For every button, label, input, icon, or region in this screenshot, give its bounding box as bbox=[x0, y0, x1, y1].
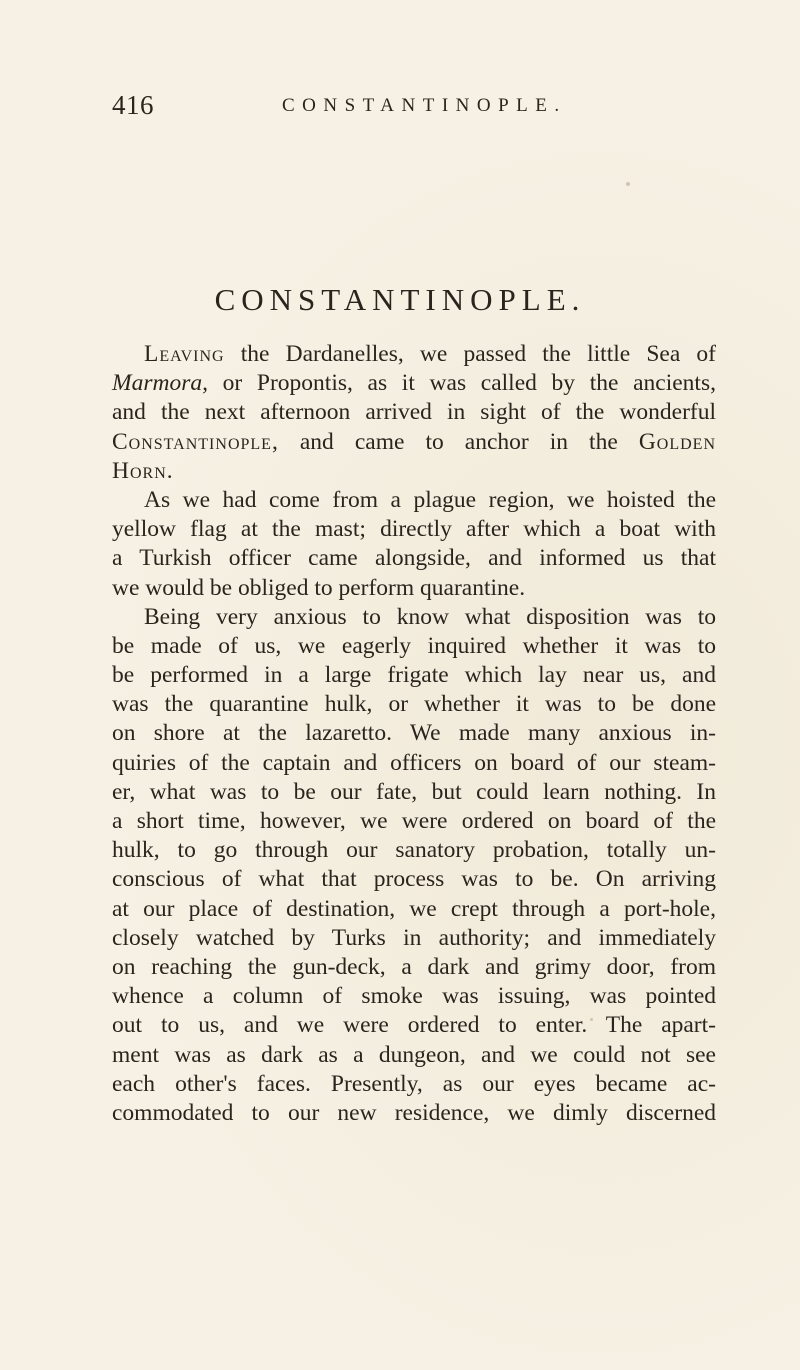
text-line: Being very anxious to know what disposition was to bbox=[144, 603, 716, 630]
text-line: whence a column of smoke was issuing, was pointed bbox=[112, 983, 716, 1010]
text-line: we would be obliged to perform quarantine. bbox=[112, 574, 526, 601]
text-span: the Dardanelles, we passed the little Sea of bbox=[224, 341, 716, 367]
text-line: quiries of the captain and officers on board of our steam- bbox=[112, 749, 716, 776]
text-line: closely watched by Turks in authority; and immediately bbox=[112, 924, 716, 951]
text-line: be made of us, we eagerly inquired whether it was to bbox=[112, 632, 716, 659]
text-line: and the next afternoon arrived in sight of the wonderful bbox=[112, 399, 716, 426]
text-line: a Turkish officer came alongside, and informed us that bbox=[112, 545, 716, 572]
text-line: conscious of what that process was to be. On arriving bbox=[112, 866, 716, 893]
text-span: and came to anchor in the bbox=[278, 428, 639, 455]
text-line: at our place of destination, we crept through a port-hole, bbox=[112, 895, 716, 922]
text-line: As we had come from a plague region, we hoisted the bbox=[144, 486, 716, 513]
text-span: or Propontis, as it was called by the ancients, bbox=[207, 370, 716, 397]
text-line bbox=[112, 369, 716, 398]
body-text bbox=[112, 340, 716, 1128]
italic-word: Marmora, bbox=[112, 370, 208, 397]
small-caps-word: Horn. bbox=[112, 457, 174, 484]
text-line: on reaching the gun-deck, a dark and grimy door, from bbox=[112, 953, 716, 980]
text-line bbox=[112, 428, 716, 457]
text-line: hulk, to go through our sanatory probation, totally un- bbox=[112, 837, 716, 864]
running-title: CONSTANTINOPLE. bbox=[282, 95, 567, 116]
text-line: ment was as dark as a dungeon, and we could not see bbox=[112, 1041, 716, 1068]
text-line: was the quarantine hulk, or whether it was to be done bbox=[112, 691, 716, 718]
text-line: a short time, however, we were ordered on board of the bbox=[112, 808, 716, 834]
small-caps-word: Constantinople, bbox=[112, 428, 279, 455]
chapter-title: CONSTANTINOPLE. bbox=[214, 282, 586, 317]
text-line: yellow flag at the mast; directly after which a boat with bbox=[112, 516, 716, 543]
text-line bbox=[112, 340, 716, 369]
text-line: commodated to our new residence, we dimly discerned bbox=[112, 1099, 716, 1126]
text-line: each other's faces. Presently, as our eyes became ac- bbox=[112, 1070, 716, 1097]
text-line: on shore at the lazaretto. We made many anxious in- bbox=[112, 720, 716, 747]
small-caps-word: Golden bbox=[638, 428, 716, 455]
page-number: 416 bbox=[112, 90, 154, 120]
text-line bbox=[112, 457, 716, 486]
paper-blemish bbox=[626, 182, 630, 186]
text-line: be performed in a large frigate which lay near us, and bbox=[112, 662, 716, 689]
running-head bbox=[112, 90, 712, 130]
text-line: er, what was to be our fate, but could learn nothing. In bbox=[112, 778, 716, 805]
small-caps-word: Leaving bbox=[144, 341, 225, 367]
text-line: out to us, and we were ordered to enter. The apart- bbox=[112, 1012, 716, 1039]
